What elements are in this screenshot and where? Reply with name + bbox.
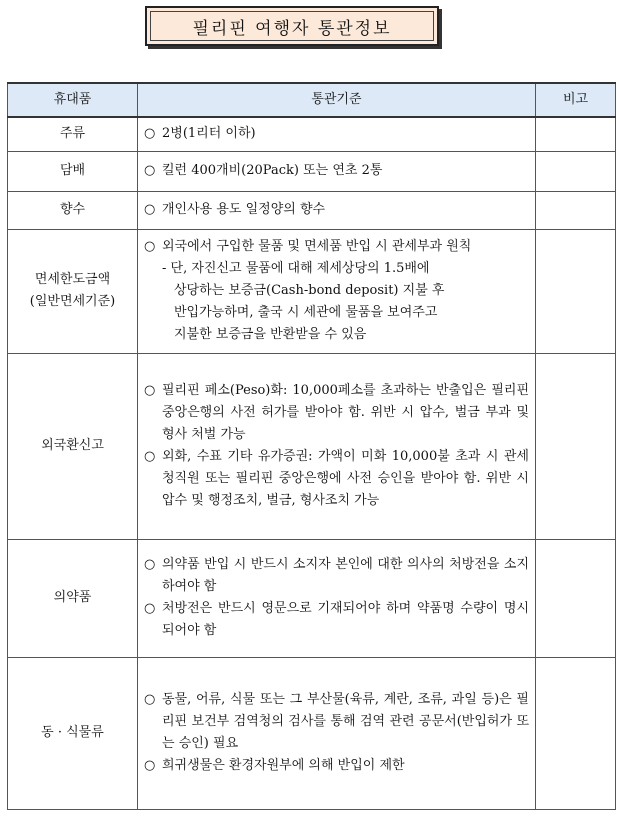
- criteria-text: 지불한 보증금을 반환받을 수 있음: [174, 327, 367, 342]
- criteria-text: 의약품 반입 시 반드시 소지자 본인에 대한 의사의 처방전을 소지하여야 함: [162, 557, 529, 594]
- table-row: [8, 657, 616, 809]
- row-item: 향수: [8, 191, 138, 229]
- criteria-text: 상당하는 보증금(Cash-bond deposit) 지불 후: [174, 283, 445, 298]
- row-criteria: [138, 539, 536, 657]
- criteria-text: 2병(1리터 이하): [162, 126, 256, 142]
- header-criteria: 통관기준: [138, 83, 536, 117]
- table-row: [8, 151, 616, 191]
- criteria-text: 반입가능하며, 출국 시 세관에 물품을 보여주고: [174, 305, 438, 320]
- bullet-icon: ○: [144, 449, 156, 464]
- criteria-text: 처방전은 반드시 영문으로 기재되어야 하며 약품명 수량이 명시되어야 함: [162, 601, 529, 638]
- document-title: 필리핀 여행자 통관정보: [192, 18, 392, 39]
- row-criteria: [138, 229, 536, 353]
- row-note: [536, 353, 616, 539]
- table-row: [8, 353, 616, 539]
- row-item: 담배: [8, 151, 138, 191]
- criteria-text: 필리핀 페소(Peso)화: 10,000페소를 초과하는 반출입은 필리핀 중앙은행의 사전 허가를 받아야 함. 위반 시 압수, 벌금 부과 및 형사 처벌 가능: [162, 383, 529, 442]
- criteria-text: 킬런 400개비(20Pack) 또는 연초 2통: [162, 163, 383, 178]
- criteria-text: 희귀생물은 환경자원부에 의해 반입이 제한: [162, 758, 405, 773]
- table-row: [8, 229, 616, 353]
- row-item: 의약품: [8, 539, 138, 657]
- criteria-text: 개인사용 용도 일정양의 향수: [162, 202, 326, 217]
- item-line: 면세한도금액: [34, 272, 111, 287]
- bullet-icon: ○: [144, 692, 156, 707]
- document-title-box: [145, 6, 439, 46]
- bullet-icon: ○: [144, 126, 156, 142]
- bullet-icon: ○: [144, 383, 156, 398]
- header-note: 비고: [536, 83, 616, 117]
- row-note: [536, 117, 616, 151]
- row-note: [536, 539, 616, 657]
- table-header-row: [8, 83, 616, 117]
- row-item: [8, 229, 138, 353]
- criteria-dash-text: - 단, 자진신고 물품에 대해 제세상당의 1.5배에: [162, 261, 430, 276]
- row-note: [536, 229, 616, 353]
- row-note: [536, 191, 616, 229]
- bullet-icon: ○: [144, 163, 156, 178]
- criteria-text: 동물, 어류, 식물 또는 그 부산물(육류, 계란, 조류, 과일 등)은 필리핀 보건부 검역청의 검사를 통해 검역 관련 공문서(반입허가 또는 승인) 필요: [162, 692, 529, 751]
- row-note: [536, 151, 616, 191]
- row-criteria: [138, 657, 536, 809]
- row-item: 외국환신고: [8, 353, 138, 539]
- item-line: (일반면세기준): [29, 294, 116, 309]
- table-row: [8, 191, 616, 229]
- bullet-icon: ○: [144, 758, 156, 773]
- header-item: 휴대품: [8, 83, 138, 117]
- row-criteria: [138, 191, 536, 229]
- row-note: [536, 657, 616, 809]
- row-item: 주류: [8, 117, 138, 151]
- row-criteria: [138, 117, 536, 151]
- bullet-icon: ○: [144, 557, 156, 572]
- table-row: [8, 539, 616, 657]
- table-row: [8, 117, 616, 151]
- bullet-icon: ○: [144, 239, 156, 254]
- row-criteria: [138, 353, 536, 539]
- criteria-text: 외국에서 구입한 물품 및 면세품 반입 시 관세부과 원칙: [162, 239, 472, 254]
- customs-table: [7, 82, 616, 810]
- row-item: 동 · 식물류: [8, 657, 138, 809]
- bullet-icon: ○: [144, 601, 156, 616]
- bullet-icon: ○: [144, 202, 156, 217]
- row-criteria: [138, 151, 536, 191]
- criteria-text: 외화, 수표 기타 유가증권: 가액이 미화 10,000불 초과 시 관세청직원 또는 필리핀 중앙은행에 사전 승인을 받아야 함. 위반 시 압수 및 행정조치, 벌금, 형사조치 가능: [162, 449, 529, 508]
